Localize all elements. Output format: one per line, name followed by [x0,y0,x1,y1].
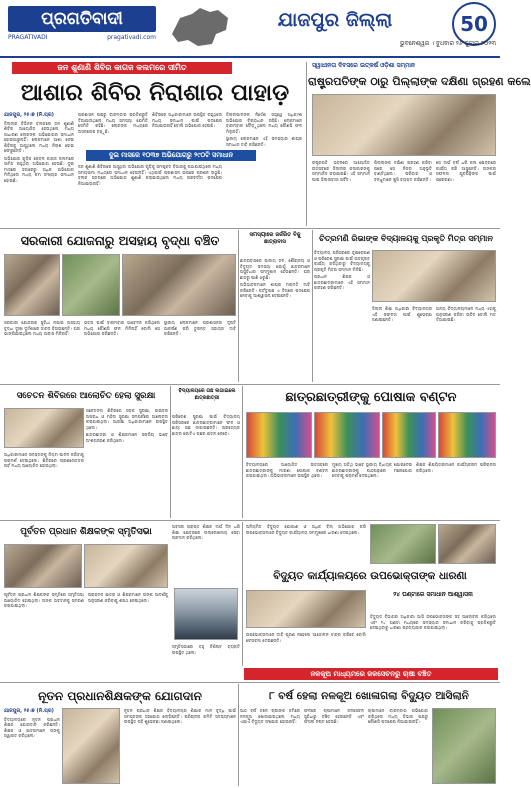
byline: ଯାଜପୁର, ୨୫।୭ (ନି.ପ୍ର) [4,708,54,714]
mid-left-column-2: ଭତ୍ତା ପାଇଁ ବାରମ୍ବାର ଆବେଦନ କରିଥିଲେ ମଧ୍ୟ କୌଣସି ଫଳ ମିଳିନାହିଁ ବୋଲି ସେ ଅଭିଯୋଗ କରିଛନ୍ତି। [84,320,160,336]
memorial-meeting-photo-2[interactable] [84,544,168,588]
bottom-left-column-1: ଯାଜପୁର, ୨୫।୭ (ନି.ପ୍ର) ବିଦ୍ୟାଳୟରେ ନୂତନ ପ୍ରଧାନ ଶିକ୍ଷକ ଯୋଗଦାନ କରିଛନ୍ତି। ଶିକ୍ଷକ ଓ ଛାତ୍ରମାନେ ତାଙ୍କୁ ସ୍ୱାଗତ କରିଥିଲେ। [4,708,60,738]
row3-left-headline[interactable]: ସଚେତନ ଶିବିରରେ ଆଲୋଚିତ ହେଲା ସୁରକ୍ଷା [16,391,156,401]
column-divider [242,386,243,518]
row4-right-intro: ଅନିୟମିତ ବିଦ୍ୟୁତ ଯୋଗାଣ ଓ ଅଧିକ ବିଲ୍ ଅଭିଯୋଗ କରି ଉପଭୋକ୍ତାମାନେ ବିଦ୍ୟୁତ କାର୍ଯ୍ୟାଳୟ ସମ୍ମୁଖରେ ଧାରଣା ଦେଇଥିଲେ। [246,524,366,535]
award-ceremony-photo[interactable] [312,94,496,156]
row4-left-column-1: ପୂର୍ବତନ ପ୍ରଧାନ ଶିକ୍ଷକଙ୍କ ସ୍ମୃତିରେ ସ୍ମୃତିସଭା ଆୟୋଜିତ ହୋଇଥିଲା। ତାଙ୍କ ଅବଦାନକୁ ସ୍ମରଣ କରାଯାଇଥିଲା। [4,592,84,608]
mid-left-headline[interactable]: ସରକାରୀ ଯୋଜନାରୁ ଅସହାୟ ବୃଦ୍ଧା ବଞ୍ଚିତ [20,233,220,248]
row4-left-headline[interactable]: ପୂର୍ବତନ ପ୍ରଧାନ ଶିକ୍ଷକଙ୍କ ସ୍ମୃତିସଭା [20,527,152,537]
right-story-kicker: ସ୍ୱାଧୀନତା ଦିବସରେ ଉତ୍କର୍ଷ ଓଡ଼ିଶା ସମ୍ମାନ [312,62,416,69]
protesters-photo[interactable] [246,590,366,628]
row4-right-column-1: ଉପଭୋକ୍ତାମାନେ ଦାବି ପୂରଣ ନହେଲେ ଆନ୍ଦୋଳନ ତୀବ୍ର କରିବେ ବୋଲି ଚେତାବନୀ ଦେଇଛନ୍ତି। [246,632,366,643]
newspaper-logo[interactable]: ପ୍ରଗତିବାଦୀ [8,6,156,32]
byline: ଯାଜପୁର, ୨୫।୭ (ନି.ପ୍ର) [4,112,54,118]
row3-right-column-3: ଶିକ୍ଷକ ଶିକ୍ଷୟିତ୍ରୀମାନେ କାର୍ଯ୍ୟକ୍ରମ ପରିଚାଳନା କରିଥିଲେ। [416,462,496,473]
borewell-photo[interactable] [432,708,496,784]
row3-small-column: ପରିବେଶ ସୁରକ୍ଷା ପାଇଁ ବିଦ୍ୟାଳୟ ପରିସରରେ ଛାତ୍ରଛାତ୍ରୀମାନେ ଫଳ ଓ ଛାୟା ଗଛ ଲଗାଇଛନ୍ତି। ପ୍ରତ୍ୟେକ ଛାତ୍ର ଗୋଟିଏ ଗଛର ଯତ୍ନ ନେବେ। [172,414,240,436]
protest-photo[interactable] [370,524,436,564]
row3-left-column-2: ଅଧିକାରୀମାନେ ସମସ୍ତଙ୍କୁ ନିୟମ ପାଳନ କରିବାକୁ ପରାମର୍ଶ ଦେଇଥିଲେ। ଶିବିରରେ ପ୍ରଶ୍ନୋତ୍ତର ପର୍ବ ମଧ୍ୟ ଆୟୋଜିତ ହୋଇଥିଲା। [4,452,84,468]
dateline: ଭୁବନେଶ୍ୱର । ବୁଧବାର ୨୬ ଜୁଲାଇ ୨୦୨୩ [399,40,496,47]
row3-left-column-1: ସଚେତନତା ଶିବିରରେ ସଡ଼କ ସୁରକ୍ଷା, ସାଇବର ଅପରାଧ ଓ ମହିଳା ସୁରକ୍ଷା ସମ୍ପର୍କରେ ଆଲୋଚନା କରାଯାଇଥିଲା। ଆରକ୍ଷୀ ଅଧିକାରୀମାନେ ଉପସ୍ଥିତ ଥିଲେ। ଛାତ୍ରଛାତ୍ରୀ ଓ ଶିକ୍ଷକମାନେ ସକ୍ରିୟ ଭାବେ ଅଂଶଗ୍ରହଣ କରିଥିଲେ। [86,408,168,443]
district-map-icon [166,4,236,50]
row3-right-column-2: ମୁଖ୍ୟ ଅତିଥି ଭାବେ ସ୍ଥାନୀୟ ବିଧାୟକ ଯୋଗଦେଇ ଛାତ୍ରଛାତ୍ରୀଙ୍କୁ ପାଠପଢ଼ାରେ ମନୋଯୋଗ ଦେବାକୁ ପରାମର୍ଶ ଦେଇଥିଲେ। [332,462,412,478]
top-story-column-3: ଶିବିରରେ ଅଧିକାରୀମାନେ ଉପସ୍ଥିତ ରହୁଥିଲେ ମଧ୍ୟ ସମାଧାନ ପାଇଁ ପଦକ୍ଷେପ ନିଆଯାଉନାହିଁ ବୋଲି ଅଭିଯୋଗ ହେଉଛି। [152,112,222,128]
anniversary-logo: 50 [452,2,496,46]
row4-right-headline[interactable]: ବିଦ୍ୟୁତ କାର୍ଯ୍ୟାଳୟରେ ଉପଭୋକ୍ତାଙ୍କ ଧାରଣା [273,570,467,582]
top-story-column-5: ଜନ ଶୁଣାଣି ଶିବିରରେ ଆସୁଥିବା ଅଭିଯୋଗ ଗୁଡ଼ିକୁ ସମ୍ପୃକ୍ତ ବିଭାଗକୁ ପଠାଯାଉଥିଲେ ମଧ୍ୟ ସମୟସୀମା ମଧ୍ୟରେ ସମାଧାନ ହେଉନାହିଁ। ଏଥିପାଇଁ ପ୍ରଶାସନ ଉପରେ ପ୍ରଶ୍ନ ଉଠୁଛି। ବ୍ଲକ ସ୍ତରରେ ଅଭିଯୋଗ ଶୁଣାଣି କରାଯାଉଥିଲେ ମଧ୍ୟ ପରବର୍ତ୍ତୀ ପଦକ୍ଷେପ ନିଆଯାଉନାହିଁ। [78,164,222,186]
column-divider [238,684,239,786]
logo-sub-right: pragativadi.com [107,34,156,41]
logo-subtitle [8,34,156,41]
portrait-photo[interactable] [174,588,238,640]
column-divider [306,62,307,226]
mid-right-column-1: ବିଦ୍ୟାଳୟ ପରିସରରେ ବୃକ୍ଷରୋପଣ ଓ ପରିବେଶ ସୁରକ୍ଷା ପାଇଁ ଉତ୍କୃଷ୍ଟ କାର୍ଯ୍ୟ କରିଥିବାରୁ ବିଦ୍ୟାଳୟକୁ ପ୍ରକୃତି ମିତ୍ର ସମ୍ମାନ ମିଳିଛି। ପ୍ରଧାନ ଶିକ୍ଷକ ଓ ଛାତ୍ରଛାତ୍ରୀମାନେ ଏହି ସମ୍ମାନ ଗ୍ରହଣ କରିଛନ୍ତି। [314,250,370,290]
right-story-headline[interactable]: ରାଷ୍ଟ୍ରପତିଙ୍କ ଠାରୁ ପିଲ୍ଲାଙ୍କ ଦକ୍ଷିଣା ଗ୍ରହଣ କଲେ [308,75,531,88]
row4-side-headline[interactable]: ୨୪ ଘଣ୍ଟାରେ ସମାଧାନ ଆଶ୍ୱାସନା [393,591,473,598]
top-story-headline[interactable]: ଆଶାର ଶିବିର ନିରାଶାର ପାହାଡ଼ [20,80,290,106]
section-divider [0,384,500,385]
section-divider [0,228,500,229]
awareness-camp-photo[interactable] [4,408,84,448]
office-photo[interactable] [438,524,496,564]
right-story-column-2: ପିଲ୍ଲାଙ୍କ ଦକ୍ଷିଣା ଗ୍ରହଣ କରିବା ପରେ ସେ ନିଜର ଅନୁଭୂତି ବାଣ୍ଟିଥିଲେ। ପରିବାର ଓ ବନ୍ଧୁମାନେ ଖୁସି ବ୍ୟକ୍ତ କରିଛନ୍ତି। [374,160,432,182]
bottom-left-headline[interactable]: ନୂତନ ପ୍ରଧାନଶିକ୍ଷକଙ୍କ ଯୋଗଦାନ [38,689,202,703]
village-photo[interactable] [62,254,120,316]
row3-right-column-1: ବିଦ୍ୟାଳୟରେ ଆୟୋଜିତ ଉତ୍ସବରେ ଛାତ୍ରଛାତ୍ରୀଙ୍କୁ ମାଗଣା ପୋଷାକ ବଣ୍ଟନ କରାଯାଇଥିଲା। ଅଭିଭାବକମାନେ ଉପସ୍ଥିତ ଥିଲେ। [246,462,328,478]
section-divider [0,682,500,683]
mid-right-headline[interactable]: ଚିତ୍ରମଣି ରିଭାଙ୍କ ବିଦ୍ୟାଳୟକୁ ପ୍ରକୃତି ମିତ୍ର ସମ୍ମାନ [319,234,493,243]
mid-right-column-2: ଜିଲ୍ଲା ଶିକ୍ଷା ଅଧିକାରୀ ବିଦ୍ୟାଳୟର ଏହି ସଫଳତା ପାଇଁ ଶୁଭେଚ୍ଛା ଜଣାଇଛନ୍ତି। [372,306,432,322]
bottom-right-column-1: ଆଠ ବର୍ଷ ତଳେ ଚାଷୀଙ୍କ ଜମିରେ ନଳକୂଅ ଖୋଳାଯାଇଥିଲେ ମଧ୍ୟ ଏଯାଏଁ ବିଦ୍ୟୁତ ସଂଯୋଗ ହୋଇନାହିଁ। [240,708,300,724]
bottom-right-column-2: ଫଳରେ ଚାଷୀମାନେ ଜଳସେଚନ ସୁବିଧାରୁ ବଞ୍ଚିତ ହେଉଛନ୍ତି ଏବଂ ଫସଲ ନଷ୍ଟ ହେଉଛି। [304,708,364,724]
red-strip-kicker: ନଳକୂଅ ମାଧ୍ୟମରେ ଜଳସେଚନରୁ ଚାଷୀ ବଞ୍ଚିତ [244,668,498,680]
bottom-right-column-3: ଚାଷୀମାନେ ବାରମ୍ବାର ଅଭିଯୋଗ କରିଥିଲେ ମଧ୍ୟ ବିଭାଗ ପକ୍ଷରୁ କୌଣସି ପଦକ୍ଷେପ ନିଆଯାଇନାହିଁ। [368,708,428,724]
elderly-woman-photo[interactable] [4,254,60,316]
uniform-distribution-photo-1[interactable] [246,412,312,458]
top-story-column-4: ଜିଲ୍ଲାପାଳଙ୍କ ନିର୍ଦ୍ଦେଶ ସତ୍ତ୍ୱେ ଅଧିକାଂଶ ଅଭିଯୋଗ ବିଚାରାଧୀନ ରହିଛି। ଲୋକମାନେ ବାରମ୍ବାର ଦୌଡ଼ୁଥିଲେ ମଧ୍ୟ କୌଣସି ଫଳ ମିଳୁନାହିଁ। ସ୍ଥାନୀୟ ଲୋକମାନେ ଏହି ସମସ୍ୟାର ଶୀଘ୍ର ସମାଧାନ ଦାବି କରିଛନ୍ତି। [226,112,302,147]
bottom-left-column-2: ନୂତନ ପ୍ରଧାନ ଶିକ୍ଷକ ବିଦ୍ୟାଳୟର ଶିକ୍ଷାର ମାନ ବୃଦ୍ଧି ପାଇଁ ସମସ୍ତଙ୍କ ସହଯୋଗ ଲୋଡ଼ିଛନ୍ତି। ପରିଚାଳନା କମିଟି ସଦସ୍ୟମାନେ ଉପସ୍ଥିତ ରହି ଶୁଭେଚ୍ଛା ଜଣାଇଥିଲେ। [124,708,236,724]
mid-left-column-3: ସ୍ଥାନୀୟ ଲୋକମାନେ ପ୍ରଶାସନର ଦୃଷ୍ଟି ଆକର୍ଷଣ କରି ତୁରନ୍ତ ସହାୟତା ଦାବି କରିଛନ୍ତି। [164,320,236,336]
top-story-kicker: ଜନ ଶୁଣାଣି ଶିବିର କାଗଜ କଲମରେ ସୀମିତ [12,62,232,74]
column-divider [312,230,313,382]
top-story-subhead: ଦୁଇ ମାସରେ ୧୦୩୭ ଅଭିଯୋଗରୁ ୨୯୦ଟି ସମାଧାନ [86,150,256,161]
column-divider [170,386,171,518]
logo-sub-left: PRAGATIVADI [8,34,48,41]
memorial-meeting-photo-1[interactable] [4,544,82,588]
mid-right-column-3: ଅନ୍ୟ ବିଦ୍ୟାଳୟମାନେ ମଧ୍ୟ ଏହାକୁ ଅନୁସରଣ କରିବା ଉଚିତ ବୋଲି ମତ ଦିଆଯାଇଛି। [436,306,496,322]
right-story-column-3: ସେ ଦୀର୍ଘ ବର୍ଷ ଧରି କଳା କ୍ଷେତ୍ରରେ କାର୍ଯ୍ୟ କରି ଆସୁଛନ୍ତି। ତାଙ୍କର ସଫଳତା ଯୁବପିଢ଼ିଙ୍କ ପାଇଁ ପ୍ରେରଣା। [436,160,496,182]
school-award-photo[interactable] [372,250,496,302]
bottom-right-headline[interactable]: ୮ ବର୍ଷ ହେଲା ନଳକୂଅ ଖୋଳାଗଲା ବିଦ୍ୟୁତ ଆସିଲାନି [269,690,469,702]
top-story-column-1: ଯାଜପୁର, ୨୫।୭ (ନି.ପ୍ର) ଜିଲ୍ଲାର ବିଭିନ୍ନ ବ୍ଲକରେ ଜନ ଶୁଣାଣି ଶିବିର ଆୟୋଜିତ ହେଉଥିଲେ ମଧ୍ୟ ସାଧାରଣ ଲୋକଙ୍କ ଅଭିଯୋଗର ସମାଧାନ ହୋଇପାରୁନାହିଁ। ଲୋକମାନେ ଆଶା ନେଇ ଶିବିରକୁ ଆସୁଥିଲେ ମଧ୍ୟ ନିରାଶ ହୋଇ ଫେରୁଛନ୍ତି। ଅଭିଯୋଗ ଗୁଡ଼ିକ କେବଳ କାଗଜ କଲମରେ ସୀମିତ ରହୁଥିବା ଅଭିଯୋଗ ହେଉଛି। ଦୁଇ ମାସରେ ହଜାରେରୁ ଅଧିକ ଅଭିଯୋଗ ମିଳିଥିଲେ ମଧ୍ୟ କମ ସଂଖ୍ୟକ ସମାଧାନ ହୋଇଛି। [4,112,74,183]
mid-left-column-1: ସରକାରୀ ଯୋଜନାର ସୁବିଧା ନପାଇ ଅସହାୟ ବୃଦ୍ଧା ଦୁଃଖ ଦୁର୍ଦ୍ଦଶାରେ ଜୀବନ ବିତାଉଛନ୍ତି। ଘର ଭାଙ୍ଗିଯାଇଥିଲେ ମଧ୍ୟ ଆବାସ ମିଳିନାହିଁ। [4,320,80,336]
column-divider [238,230,239,382]
district-title: ଯାଜପୁର ଜିଲ୍ଲା [277,9,393,31]
mid-small-column: ଛାତ୍ରାବାସରେ ପାନୀୟ ଜଳ, ଶୌଚାଳୟ ଓ ବିଦ୍ୟୁତ ସମସ୍ୟା ଯୋଗୁଁ ଛାତ୍ରମାନେ ଅସୁବିଧାର ସମ୍ମୁଖୀନ ହେଉଛନ୍ତି। ଘର ଛାତରୁ ପାଣି ଝରୁଛି। ଅଭିଭାବକମାନେ ଶୀଘ୍ର ମରାମତି ଦାବି କରିଛନ୍ତି। କର୍ତ୍ତୃପକ୍ଷ ଏ ଦିଗରେ ପଦକ୍ଷେପ ନେବାକୁ ଆଶ୍ୱାସନା ଦେଇଛନ୍ତି। [240,258,310,298]
top-story-column-2: ପ୍ରଶାସନ ପକ୍ଷରୁ ବାରମ୍ବାର ପ୍ରତିଶ୍ରୁତି ଦିଆଯାଉଥିଲେ ମଧ୍ୟ ସମସ୍ୟା ଯେମିତି ସେମିତି ରହିଛି। ଲୋକଙ୍କ ମଧ୍ୟରେ ଅସନ୍ତୋଷ ବଢ଼ୁଛି। [78,112,148,134]
uniform-distribution-photo-2[interactable] [314,412,380,458]
uniform-distribution-photo-4[interactable] [438,412,496,458]
masthead [0,0,500,56]
row4-mid-column-1: ଅବସର ପ୍ରାପ୍ତ ଶିକ୍ଷକ ଦୀର୍ଘ ଦିନ ଧରି ଶିକ୍ଷା କ୍ଷେତ୍ରରେ ଉଲ୍ଲେଖନୀୟ ସେବା ପ୍ରଦାନ କରିଥିଲେ। [172,524,240,540]
row4-side-column: ବିଦ୍ୟୁତ ବିଭାଗର ଅଧିକାରୀ ଆସି ଉପଭୋକ୍ତାଙ୍କ ସହ ଆଲୋଚନା କରିଥିଲେ ଏବଂ ୨୪ ଘଣ୍ଟା ମଧ୍ୟରେ ସମସ୍ୟାର ସମାଧାନ କରିବାକୁ ପ୍ରତିଶ୍ରୁତି ଦେଇଥିବାରୁ ଧାରଣା ପ୍ରତ୍ୟାହାର କରାଯାଇଥିଲା। [370,614,496,630]
row4-mid-column-2: ସ୍ମୃତିସଭାରେ ବହୁ ବିଶିଷ୍ଟ ବ୍ୟକ୍ତି ଉପସ୍ଥିତ ଥିଲେ। [172,644,240,655]
mid-small-headline[interactable]: ସମସ୍ୟାରେ ଜର୍ଜରିତ ବିଜୁ ଛାତ୍ରାବାସ [249,232,301,245]
headmaster-photo[interactable] [62,708,120,784]
uniform-distribution-photo-3[interactable] [382,412,436,458]
row3-small-headline[interactable]: ବିଦ୍ୟାଳୟରେ ଗଛ ଲଗାଇଲେ ଛାତ୍ରଛାତ୍ରୀ [178,388,236,401]
right-story-column-1: ରାଷ୍ଟ୍ରପତି ଭବନରେ ଆୟୋଜିତ ଉତ୍ସବରେ ଜିଲ୍ଲାର କଳାକାରଙ୍କୁ ସମ୍ମାନିତ କରାଯାଇଛି। ଏହି ସମ୍ମାନ ପାଇ ଜିଲ୍ଲାବାସୀ ଗର୍ବିତ। [312,160,370,182]
house-photo[interactable] [122,254,236,316]
column-divider [242,522,243,666]
masthead-divider [0,56,500,58]
section-divider [0,520,500,521]
row3-right-headline[interactable]: ଛାତ୍ରଛାତ୍ରୀଙ୍କୁ ପୋଷାକ ବଣ୍ଟନ [285,390,457,405]
row4-left-column-2: ପ୍ରାକ୍ତନ ଛାତ୍ର ଓ ଶିକ୍ଷକମାନେ ତାଙ୍କ ଆଦର୍ଶକୁ ଅନୁସରଣ କରିବାକୁ ଶପଥ ନେଇଥିଲେ। [88,592,168,603]
